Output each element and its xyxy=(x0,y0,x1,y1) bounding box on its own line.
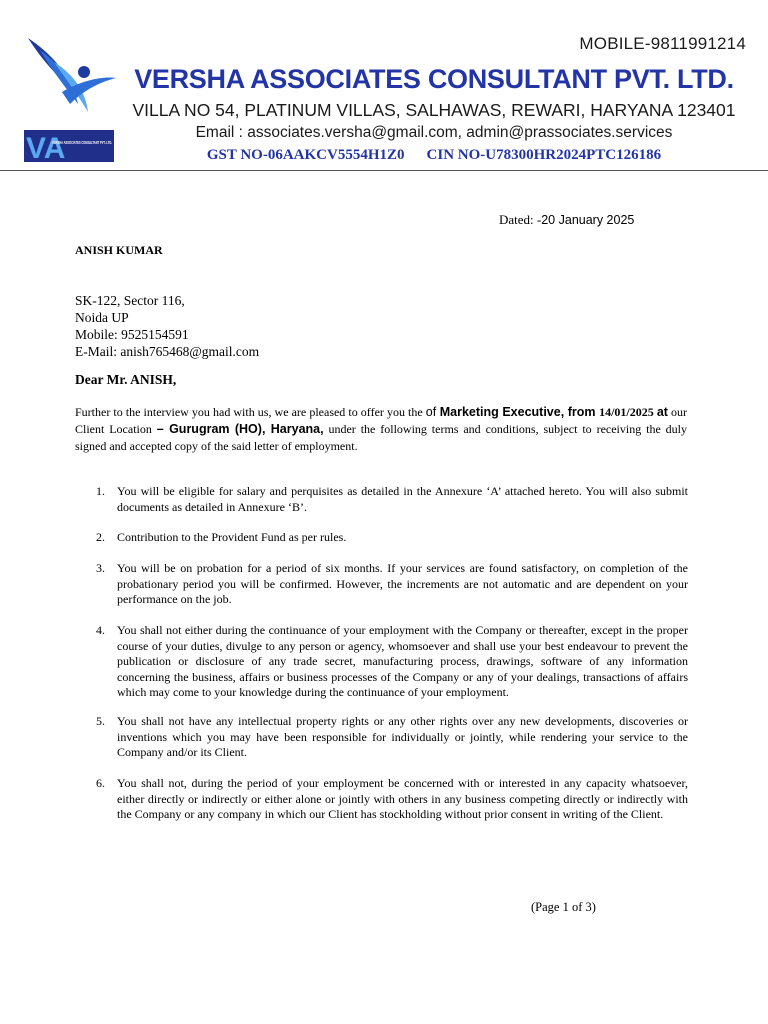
job-role: Marketing Executive, xyxy=(439,405,565,419)
address-line: E-Mail: anish765468@gmail.com xyxy=(75,344,260,359)
term-item xyxy=(96,714,688,761)
logo-text: VERSHA ASSOCIATES CONSULTANT PVT. LTD. xyxy=(52,140,112,145)
term-item xyxy=(96,530,688,546)
intro-text: from xyxy=(564,405,600,419)
address-line: SK-122, Sector 116, xyxy=(75,293,185,308)
intro-text: Further to the interview you had with us, we are pleased to offer you the xyxy=(75,405,426,419)
date-label: Dated: - xyxy=(499,212,542,227)
intro-text: of xyxy=(425,405,440,419)
company-email: Email : associates.versha@gmail.com, admin@prassociates.services xyxy=(195,124,673,141)
term-number: 1. xyxy=(96,484,105,498)
term-item xyxy=(96,561,688,608)
intro-text: our Client Location xyxy=(75,405,688,436)
page-number: (Page 1 of 3) xyxy=(531,900,596,914)
term-text: You shall not either during the continuance of your employment with the Company or thereafter, except in the proper course of your duties, divulge to any person or agency, whomsoever and shall use your best endeavour to prevent the publication or disclosure of any trade secret, manufacturing process, drawings, software of any information concerning the business, affairs or business processes of the Company or any of your dealings, transactions of affairs which may come to your knowledge during the continuance of your employment. xyxy=(117,623,688,699)
term-text: You will be eligible for salary and perquisites as detailed in the Annexure ‘A’ attached hereto. You will also submit documents as detailed in Annexure ‘B’. xyxy=(117,484,688,514)
recipient-name: ANISH KUMAR xyxy=(75,243,163,257)
gst-number: GST NO-06AAKCV5554H1Z0 xyxy=(206,147,405,163)
term-text: You will be on probation for a period of six months. If your services are found satisfactory, on completion of the probationary period you will be confirmed. However, the increments are not automatic and are dependent on your performance on the job. xyxy=(117,561,688,606)
term-text: You shall not, during the period of your employment be concerned with or interested in any capacity whatsoever, either directly or indirectly or either alone or jointly with others in any business competing directly or indirectly with the Company or any company in which our Client has stockholding without prior consent in writing of the Client. xyxy=(117,776,688,821)
salutation: Dear Mr. ANISH, xyxy=(75,372,177,387)
recipient-address xyxy=(75,292,259,360)
cin-number: CIN NO-U78300HR2024PTC126186 xyxy=(426,147,662,163)
term-item xyxy=(96,484,688,515)
term-text: Contribution to the Provident Fund as per rules. xyxy=(117,530,347,544)
joining-date: 14/01/2025 xyxy=(599,405,654,419)
company-logo xyxy=(22,36,118,164)
date-value: 20 January 2025 xyxy=(541,213,635,227)
term-number: 2. xyxy=(96,530,105,544)
mobile-number: MOBILE-9811991214 xyxy=(579,34,746,53)
term-number: 4. xyxy=(96,623,105,637)
registration-numbers xyxy=(118,147,750,164)
intro-text: at xyxy=(656,405,668,419)
company-name: VERSHA ASSOCIATES CONSULTANT PVT. LTD. xyxy=(134,64,734,94)
job-location: – Gurugram (HO), Haryana, xyxy=(156,422,324,436)
logo-mark: VA xyxy=(26,132,66,165)
intro-paragraph xyxy=(75,404,687,455)
term-item xyxy=(96,776,688,823)
letter-date xyxy=(499,212,634,228)
term-number: 5. xyxy=(96,714,105,728)
term-number: 3. xyxy=(96,561,105,575)
address-line: Noida UP xyxy=(75,310,129,325)
intro-text: under the following terms and conditions, subject to receiving the duly signed and accepted copy of the said letter of employment. xyxy=(75,422,687,453)
term-item xyxy=(96,623,688,701)
address-line: Mobile: 9525154591 xyxy=(75,327,189,342)
company-address: VILLA NO 54, PLATINUM VILLAS, SALHAWAS, REWARI, HARYANA 123401 xyxy=(132,100,736,120)
term-text: You shall not have any intellectual property rights or any other rights over any new developments, discoveries or inventions which you may have been responsible for individually or jointly, while rendering your service to the Company and/or its Client. xyxy=(117,714,688,759)
term-number: 6. xyxy=(96,776,105,790)
header-divider xyxy=(0,170,768,171)
